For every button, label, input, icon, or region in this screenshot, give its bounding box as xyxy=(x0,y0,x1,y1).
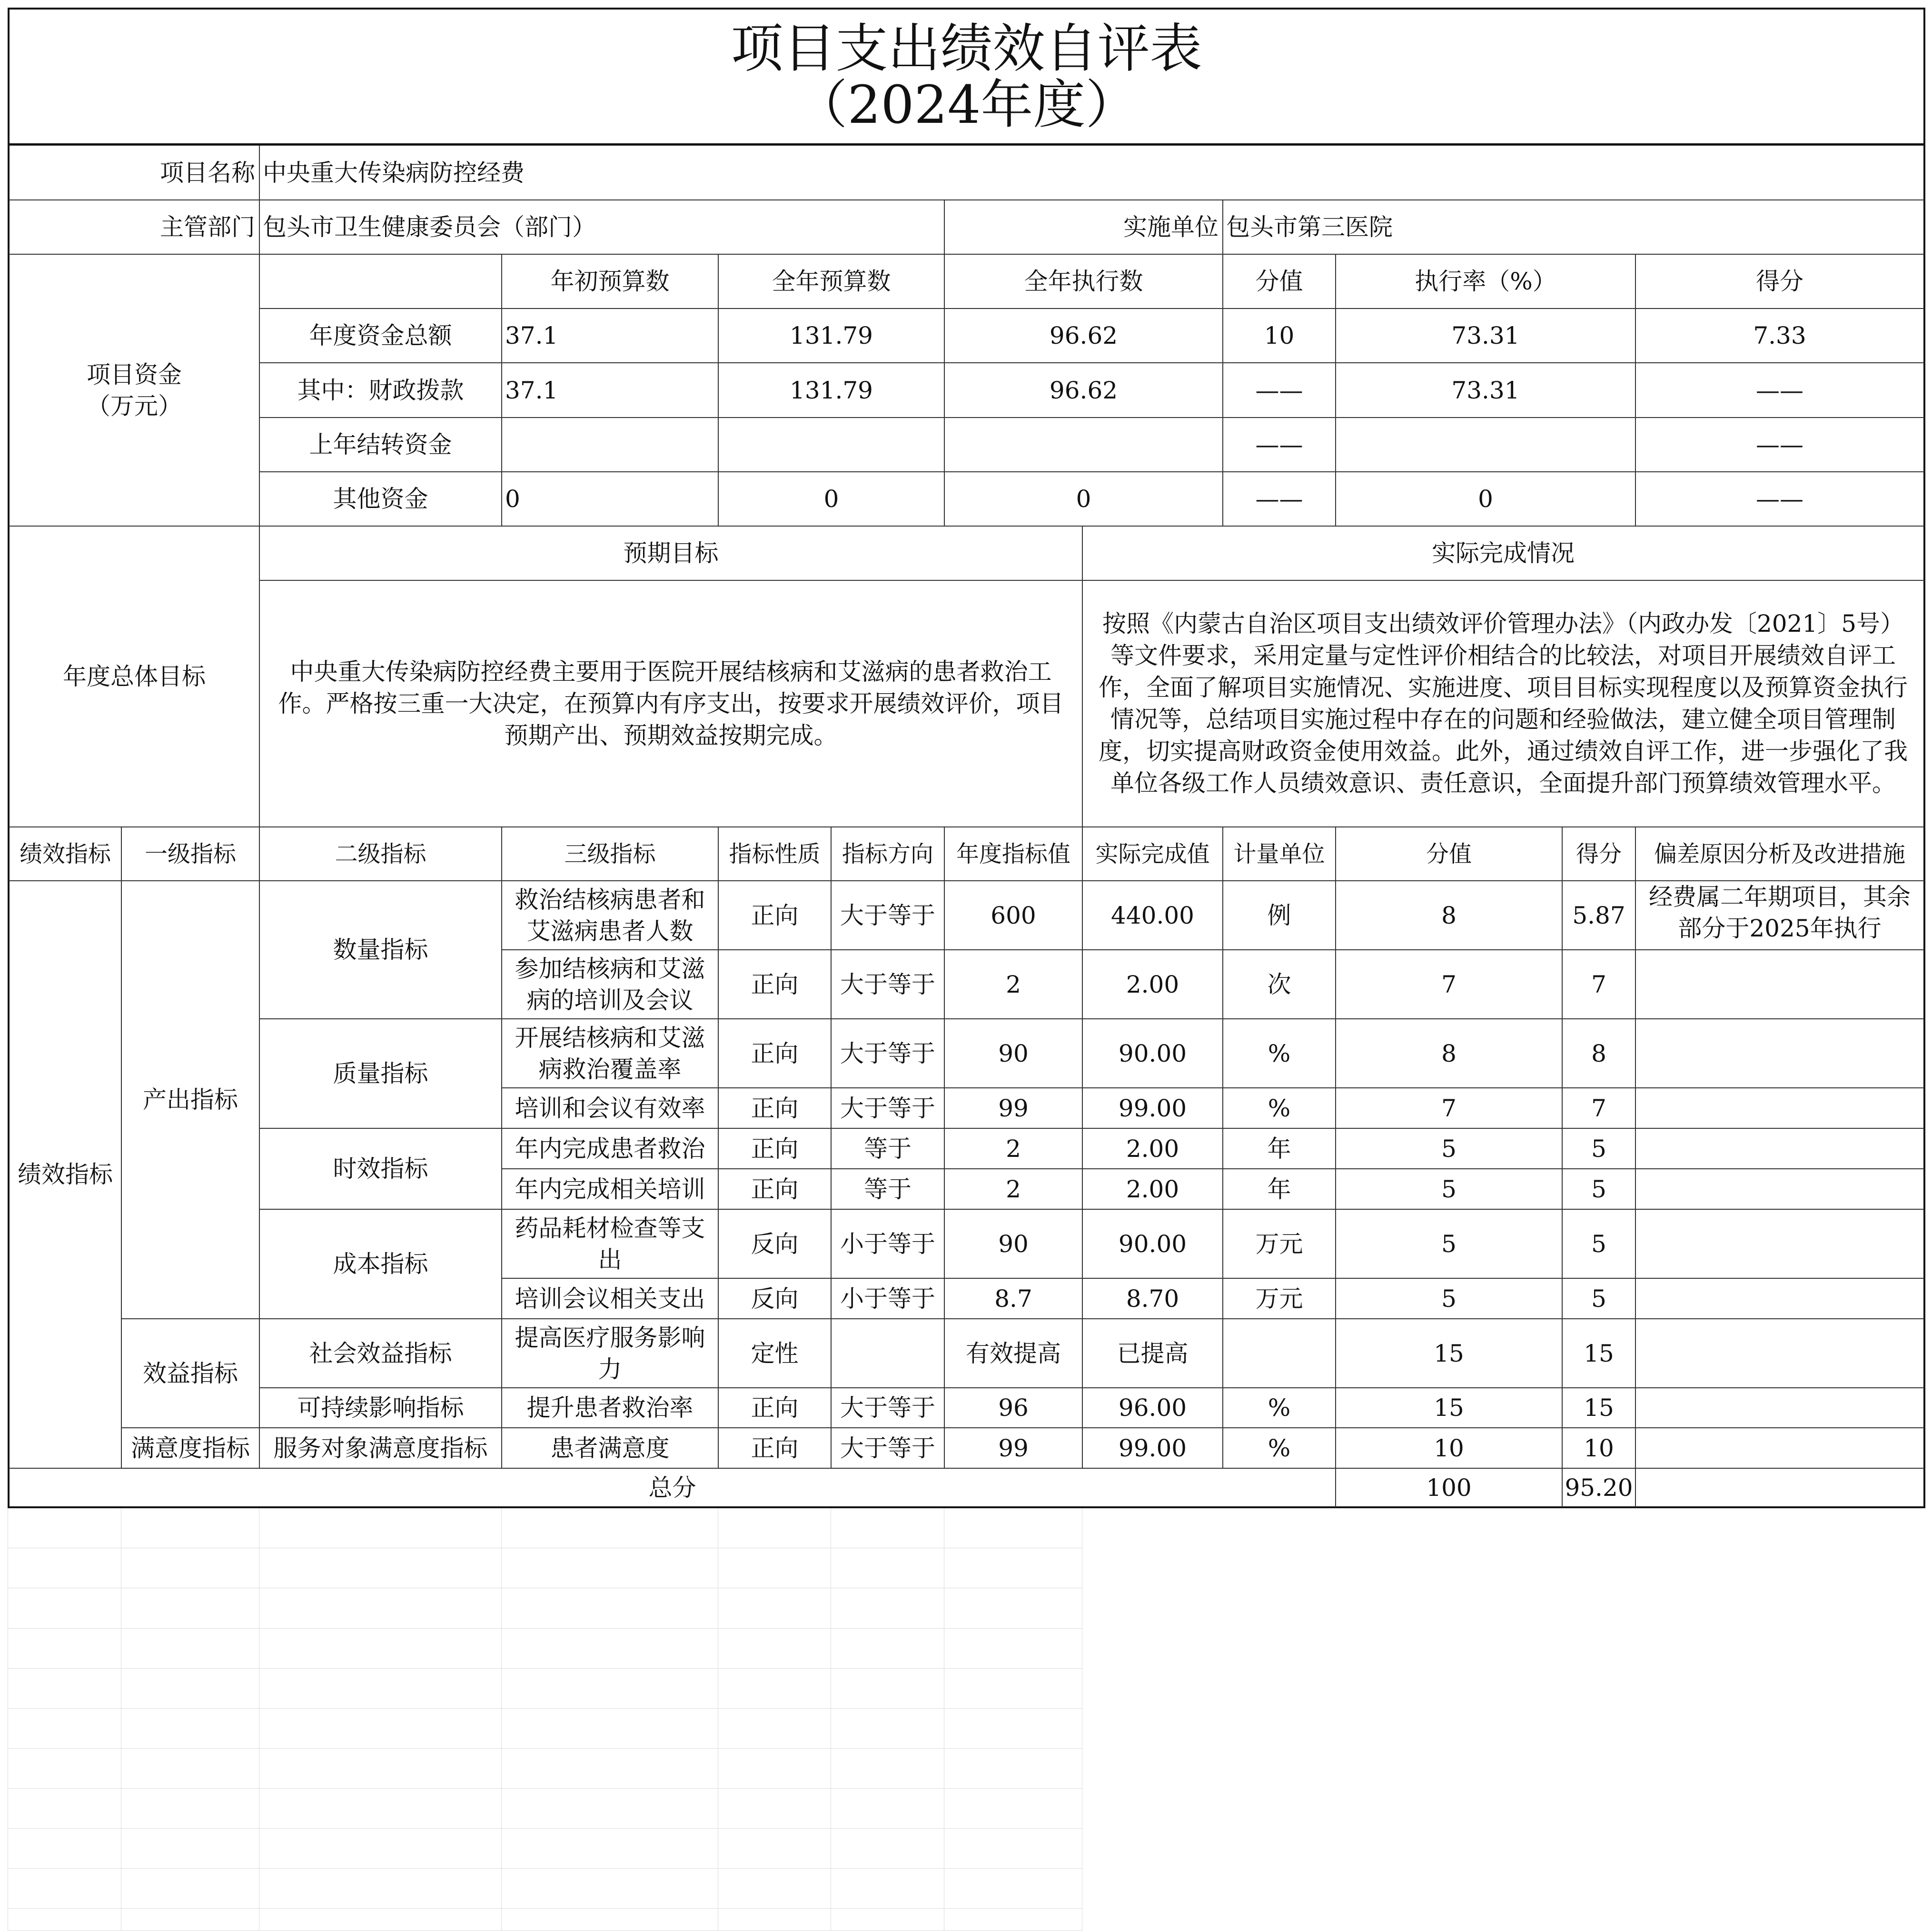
indicator-reason xyxy=(1635,1319,1925,1388)
indicator-name: 培训和会议有效率 xyxy=(502,1088,718,1128)
funds-weight: —— xyxy=(1223,472,1336,526)
empty-grid-cell xyxy=(502,1909,718,1931)
empty-grid-cell xyxy=(718,1749,831,1789)
empty-grid-cell xyxy=(259,1669,502,1709)
indicator-direction: 大于等于 xyxy=(831,1388,944,1428)
funds-initial: 37.1 xyxy=(502,363,718,418)
empty-grid-cell xyxy=(944,1869,1082,1909)
empty-grid-cell xyxy=(502,1829,718,1869)
label-indicator-section: 绩效指标 xyxy=(8,881,121,1468)
level2-indicator: 服务对象满意度指标 xyxy=(259,1428,502,1468)
actual-result-text: 按照《内蒙古自治区项目支出绩效评价管理办法》（内政办发〔2021〕5号）等文件要求，采用定量与定性评价相结合的比较法，对项目开展绩效自评工作，全面了解项目实施情况、实施进度、项目目标实现程度以及预算资金执行情况等，总结项目实施过程中存在的问题和经验做法，建立健全项目管理制度，切实提高财政资金使用效益。此外，通过绩效自评工作，进一步强化了我单位各级工作人员绩效意识、责任意识，全面提升部门预算绩效管理水平。 xyxy=(1082,580,1925,827)
empty-grid-cell xyxy=(8,1909,121,1931)
empty-grid-cell xyxy=(944,1789,1082,1829)
indicator-name: 药品耗材检查等支出 xyxy=(502,1209,718,1278)
indicator-nature: 反向 xyxy=(718,1209,831,1278)
indicator-nature: 正向 xyxy=(718,1088,831,1128)
indicator-reason xyxy=(1635,1169,1925,1209)
indicator-header: 三级指标 xyxy=(502,827,718,881)
indicator-score: 7 xyxy=(1562,950,1635,1019)
indicator-target: 600 xyxy=(944,881,1082,950)
indicator-reason: 经费属二年期项目，其余部分于2025年执行 xyxy=(1635,881,1925,950)
empty-grid-cell xyxy=(831,1869,944,1909)
indicator-target: 96 xyxy=(944,1388,1082,1428)
empty-grid-cell xyxy=(944,1709,1082,1749)
funds-label-line1: 项目资金 xyxy=(87,360,182,388)
empty-grid-cell xyxy=(502,1869,718,1909)
total-blank xyxy=(1635,1468,1925,1508)
indicator-score: 5 xyxy=(1562,1209,1635,1278)
indicator-name: 年内完成相关培训 xyxy=(502,1169,718,1209)
indicator-actual: 90.00 xyxy=(1082,1019,1223,1088)
indicator-reason xyxy=(1635,1388,1925,1428)
indicator-target: 2 xyxy=(944,950,1082,1019)
empty-grid-cell xyxy=(718,1629,831,1669)
indicator-header: 指标性质 xyxy=(718,827,831,881)
funds-annual: 131.79 xyxy=(718,363,944,418)
level2-indicator: 社会效益指标 xyxy=(259,1319,502,1388)
funds-rate: 0 xyxy=(1336,472,1635,526)
unit-name: 包头市第三医院 xyxy=(1223,200,1925,254)
indicator-score: 5.87 xyxy=(1562,881,1635,950)
empty-grid-cell xyxy=(121,1749,259,1789)
funds-weight: 10 xyxy=(1223,309,1336,363)
empty-grid-cell xyxy=(121,1829,259,1869)
funds-score: —— xyxy=(1635,363,1925,418)
empty-grid-cell xyxy=(502,1789,718,1829)
indicator-weight: 15 xyxy=(1336,1319,1562,1388)
empty-grid-cell xyxy=(831,1669,944,1709)
indicator-direction: 大于等于 xyxy=(831,950,944,1019)
empty-grid-cell xyxy=(944,1749,1082,1789)
indicator-weight: 10 xyxy=(1336,1428,1562,1468)
indicator-header: 一级指标 xyxy=(121,827,259,881)
total-weight: 100 xyxy=(1336,1468,1562,1508)
label-overall-goal: 年度总体目标 xyxy=(8,526,259,827)
empty-grid-cell xyxy=(718,1909,831,1931)
level2-indicator: 数量指标 xyxy=(259,881,502,1019)
indicator-actual: 已提高 xyxy=(1082,1319,1223,1388)
empty-grid-cell xyxy=(121,1869,259,1909)
empty-grid-cell xyxy=(8,1508,121,1548)
indicator-direction: 小于等于 xyxy=(831,1278,944,1319)
indicator-reason xyxy=(1635,1088,1925,1128)
indicator-weight: 5 xyxy=(1336,1209,1562,1278)
empty-grid-cell xyxy=(259,1829,502,1869)
indicator-nature: 定性 xyxy=(718,1319,831,1388)
indicator-target: 99 xyxy=(944,1088,1082,1128)
label-dept: 主管部门 xyxy=(8,200,259,254)
indicator-weight: 7 xyxy=(1336,950,1562,1019)
indicator-score: 15 xyxy=(1562,1319,1635,1388)
empty-grid-cell xyxy=(502,1548,718,1588)
empty-grid-cell xyxy=(502,1588,718,1629)
empty-grid-cell xyxy=(8,1709,121,1749)
empty-grid-cell xyxy=(121,1669,259,1709)
indicator-target: 90 xyxy=(944,1209,1082,1278)
empty-grid-cell xyxy=(718,1709,831,1749)
empty-grid-cell xyxy=(718,1508,831,1548)
indicator-score: 15 xyxy=(1562,1388,1635,1428)
indicator-unit: 万元 xyxy=(1223,1209,1336,1278)
total-score: 95.20 xyxy=(1562,1468,1635,1508)
label-project-name: 项目名称 xyxy=(8,145,259,200)
indicator-name: 提高医疗服务影响力 xyxy=(502,1319,718,1388)
indicator-nature: 正向 xyxy=(718,1019,831,1088)
empty-grid-cell xyxy=(718,1869,831,1909)
indicator-header: 指标方向 xyxy=(831,827,944,881)
empty-grid-cell xyxy=(8,1588,121,1629)
indicator-direction: 等于 xyxy=(831,1128,944,1169)
empty-grid-cell xyxy=(831,1508,944,1548)
indicator-target: 99 xyxy=(944,1428,1082,1468)
indicator-weight: 7 xyxy=(1336,1088,1562,1128)
empty-grid-cell xyxy=(8,1669,121,1709)
empty-grid-cell xyxy=(944,1508,1082,1548)
indicator-score: 5 xyxy=(1562,1169,1635,1209)
indicator-score: 5 xyxy=(1562,1278,1635,1319)
indicator-actual: 96.00 xyxy=(1082,1388,1223,1428)
empty-grid-cell xyxy=(259,1909,502,1931)
empty-grid-cell xyxy=(831,1829,944,1869)
indicator-unit: % xyxy=(1223,1428,1336,1468)
indicator-score: 10 xyxy=(1562,1428,1635,1468)
empty-grid-cell xyxy=(259,1869,502,1909)
indicator-target: 2 xyxy=(944,1169,1082,1209)
indicator-unit: 年 xyxy=(1223,1169,1336,1209)
title-block xyxy=(8,8,1925,145)
funds-annual: 0 xyxy=(718,472,944,526)
empty-grid-cell xyxy=(259,1709,502,1749)
funds-header: 执行率（%） xyxy=(1336,254,1635,309)
empty-grid-cell xyxy=(831,1909,944,1931)
funds-executed: 96.62 xyxy=(944,363,1223,418)
indicator-header: 年度指标值 xyxy=(944,827,1082,881)
funds-label-line2: （万元） xyxy=(87,392,182,420)
indicator-actual: 2.00 xyxy=(1082,950,1223,1019)
level2-indicator: 成本指标 xyxy=(259,1209,502,1319)
empty-grid-cell xyxy=(259,1749,502,1789)
empty-grid-cell xyxy=(831,1588,944,1629)
empty-grid-cell xyxy=(8,1869,121,1909)
funds-row-label: 年度资金总额 xyxy=(259,309,502,363)
indicator-unit: % xyxy=(1223,1388,1336,1428)
indicator-nature: 正向 xyxy=(718,1128,831,1169)
indicator-header: 二级指标 xyxy=(259,827,502,881)
indicator-direction: 大于等于 xyxy=(831,1088,944,1128)
indicator-direction: 大于等于 xyxy=(831,881,944,950)
empty-grid-cell xyxy=(831,1709,944,1749)
indicator-unit xyxy=(1223,1319,1336,1388)
indicator-target: 有效提高 xyxy=(944,1319,1082,1388)
empty-grid-cell xyxy=(121,1629,259,1669)
empty-grid-cell xyxy=(259,1629,502,1669)
funds-annual: 131.79 xyxy=(718,309,944,363)
funds-rate: 73.31 xyxy=(1336,309,1635,363)
funds-executed xyxy=(944,418,1223,472)
empty-grid-cell xyxy=(502,1508,718,1548)
empty-grid-cell xyxy=(944,1829,1082,1869)
indicator-nature: 正向 xyxy=(718,950,831,1019)
level1-output: 产出指标 xyxy=(121,881,259,1319)
empty-grid-cell xyxy=(831,1548,944,1588)
empty-grid-cell xyxy=(121,1789,259,1829)
project-name: 中央重大传染病防控经费 xyxy=(259,145,1925,200)
empty-grid-cell xyxy=(121,1709,259,1749)
indicator-score: 7 xyxy=(1562,1088,1635,1128)
empty-grid-cell xyxy=(259,1548,502,1588)
indicator-name: 患者满意度 xyxy=(502,1428,718,1468)
indicator-header: 绩效指标 xyxy=(8,827,121,881)
indicator-actual: 440.00 xyxy=(1082,881,1223,950)
funds-weight: —— xyxy=(1223,418,1336,472)
funds-weight: —— xyxy=(1223,363,1336,418)
funds-row-label: 其他资金 xyxy=(259,472,502,526)
indicator-weight: 8 xyxy=(1336,1019,1562,1088)
indicator-name: 开展结核病和艾滋病救治覆盖率 xyxy=(502,1019,718,1088)
indicator-actual: 99.00 xyxy=(1082,1088,1223,1128)
label-funds xyxy=(8,254,259,526)
funds-header-blank xyxy=(259,254,502,309)
indicator-name: 提升患者救治率 xyxy=(502,1388,718,1428)
indicator-actual: 2.00 xyxy=(1082,1169,1223,1209)
empty-grid-cell xyxy=(8,1829,121,1869)
indicator-reason xyxy=(1635,1428,1925,1468)
empty-grid-cell xyxy=(831,1789,944,1829)
funds-header: 全年执行数 xyxy=(944,254,1223,309)
indicator-unit: 例 xyxy=(1223,881,1336,950)
empty-grid-cell xyxy=(8,1749,121,1789)
empty-grid-cell xyxy=(259,1508,502,1548)
empty-grid-cell xyxy=(502,1709,718,1749)
indicator-target: 8.7 xyxy=(944,1278,1082,1319)
funds-row-label: 上年结转资金 xyxy=(259,418,502,472)
indicator-target: 2 xyxy=(944,1128,1082,1169)
empty-grid-cell xyxy=(8,1629,121,1669)
indicator-direction: 小于等于 xyxy=(831,1209,944,1278)
indicator-header: 计量单位 xyxy=(1223,827,1336,881)
level1-satisfaction: 满意度指标 xyxy=(121,1428,259,1468)
empty-grid-cell xyxy=(502,1669,718,1709)
indicator-actual: 2.00 xyxy=(1082,1128,1223,1169)
empty-grid-cell xyxy=(944,1909,1082,1931)
indicator-name: 参加结核病和艾滋病的培训及会议 xyxy=(502,950,718,1019)
funds-initial: 0 xyxy=(502,472,718,526)
indicator-reason xyxy=(1635,1209,1925,1278)
empty-grid-cell xyxy=(718,1829,831,1869)
funds-header: 分值 xyxy=(1223,254,1336,309)
indicator-direction: 等于 xyxy=(831,1169,944,1209)
empty-grid-cell xyxy=(259,1588,502,1629)
indicator-header: 分值 xyxy=(1336,827,1562,881)
indicator-weight: 5 xyxy=(1336,1278,1562,1319)
indicator-header: 得分 xyxy=(1562,827,1635,881)
indicator-direction: 大于等于 xyxy=(831,1019,944,1088)
indicator-weight: 8 xyxy=(1336,881,1562,950)
empty-grid-cell xyxy=(8,1548,121,1588)
empty-grid-cell xyxy=(121,1588,259,1629)
funds-initial xyxy=(502,418,718,472)
funds-executed: 0 xyxy=(944,472,1223,526)
indicator-unit: 年 xyxy=(1223,1128,1336,1169)
indicator-nature: 正向 xyxy=(718,1428,831,1468)
empty-grid-cell xyxy=(718,1669,831,1709)
indicator-reason xyxy=(1635,1128,1925,1169)
empty-grid-cell xyxy=(502,1749,718,1789)
funds-row-label: 其中：财政拨款 xyxy=(259,363,502,418)
label-unit: 实施单位 xyxy=(944,200,1223,254)
indicator-unit: % xyxy=(1223,1019,1336,1088)
page-title: 项目支出绩效自评表 xyxy=(731,18,1202,79)
empty-grid-cell xyxy=(121,1548,259,1588)
empty-grid-cell xyxy=(944,1588,1082,1629)
empty-grid-cell xyxy=(718,1588,831,1629)
indicator-reason xyxy=(1635,1019,1925,1088)
indicator-nature: 正向 xyxy=(718,1169,831,1209)
level2-indicator: 质量指标 xyxy=(259,1019,502,1128)
level2-indicator: 可持续影响指标 xyxy=(259,1388,502,1428)
empty-grid-cell xyxy=(8,1789,121,1829)
funds-initial: 37.1 xyxy=(502,309,718,363)
dept-name: 包头市卫生健康委员会（部门） xyxy=(259,200,944,254)
funds-rate xyxy=(1336,418,1635,472)
funds-score: —— xyxy=(1635,418,1925,472)
indicator-name: 救治结核病患者和艾滋病患者人数 xyxy=(502,881,718,950)
indicator-reason xyxy=(1635,1278,1925,1319)
indicator-actual: 90.00 xyxy=(1082,1209,1223,1278)
funds-score: —— xyxy=(1635,472,1925,526)
label-expected-goal: 预期目标 xyxy=(259,526,1082,580)
indicator-header: 偏差原因分析及改进措施 xyxy=(1635,827,1925,881)
indicator-reason xyxy=(1635,950,1925,1019)
empty-grid-cell xyxy=(718,1789,831,1829)
indicator-weight: 15 xyxy=(1336,1388,1562,1428)
indicator-target: 90 xyxy=(944,1019,1082,1088)
funds-header: 得分 xyxy=(1635,254,1925,309)
empty-grid-cell xyxy=(121,1508,259,1548)
expected-goal-text: 中央重大传染病防控经费主要用于医院开展结核病和艾滋病的患者救治工作。严格按三重一大决定，在预算内有序支出，按要求开展绩效评价，项目预期产出、预期效益按期完成。 xyxy=(259,580,1082,827)
label-actual-result: 实际完成情况 xyxy=(1082,526,1925,580)
indicator-actual: 99.00 xyxy=(1082,1428,1223,1468)
indicator-unit: 万元 xyxy=(1223,1278,1336,1319)
indicator-unit: % xyxy=(1223,1088,1336,1128)
funds-rate: 73.31 xyxy=(1336,363,1635,418)
indicator-nature: 正向 xyxy=(718,1388,831,1428)
label-total: 总分 xyxy=(8,1468,1336,1508)
indicator-unit: 次 xyxy=(1223,950,1336,1019)
empty-grid-cell xyxy=(718,1548,831,1588)
indicator-direction xyxy=(831,1319,944,1388)
indicator-score: 8 xyxy=(1562,1019,1635,1088)
funds-score: 7.33 xyxy=(1635,309,1925,363)
indicator-nature: 正向 xyxy=(718,881,831,950)
level1-benefit: 效益指标 xyxy=(121,1319,259,1428)
indicator-direction: 大于等于 xyxy=(831,1428,944,1468)
funds-header: 年初预算数 xyxy=(502,254,718,309)
funds-executed: 96.62 xyxy=(944,309,1223,363)
funds-header: 全年预算数 xyxy=(718,254,944,309)
indicator-actual: 8.70 xyxy=(1082,1278,1223,1319)
level2-indicator: 时效指标 xyxy=(259,1128,502,1209)
empty-grid-cell xyxy=(502,1629,718,1669)
indicator-score: 5 xyxy=(1562,1128,1635,1169)
indicator-name: 培训会议相关支出 xyxy=(502,1278,718,1319)
empty-grid-cell xyxy=(944,1548,1082,1588)
funds-annual xyxy=(718,418,944,472)
empty-grid-cell xyxy=(121,1909,259,1931)
indicator-name: 年内完成患者救治 xyxy=(502,1128,718,1169)
indicator-weight: 5 xyxy=(1336,1169,1562,1209)
empty-grid-cell xyxy=(944,1669,1082,1709)
empty-grid-cell xyxy=(944,1629,1082,1669)
indicator-weight: 5 xyxy=(1336,1128,1562,1169)
empty-grid-cell xyxy=(831,1629,944,1669)
indicator-header: 实际完成值 xyxy=(1082,827,1223,881)
indicator-nature: 反向 xyxy=(718,1278,831,1319)
empty-grid-cell xyxy=(831,1749,944,1789)
empty-grid-cell xyxy=(259,1789,502,1829)
page-subtitle: （2024年度） xyxy=(795,74,1138,135)
